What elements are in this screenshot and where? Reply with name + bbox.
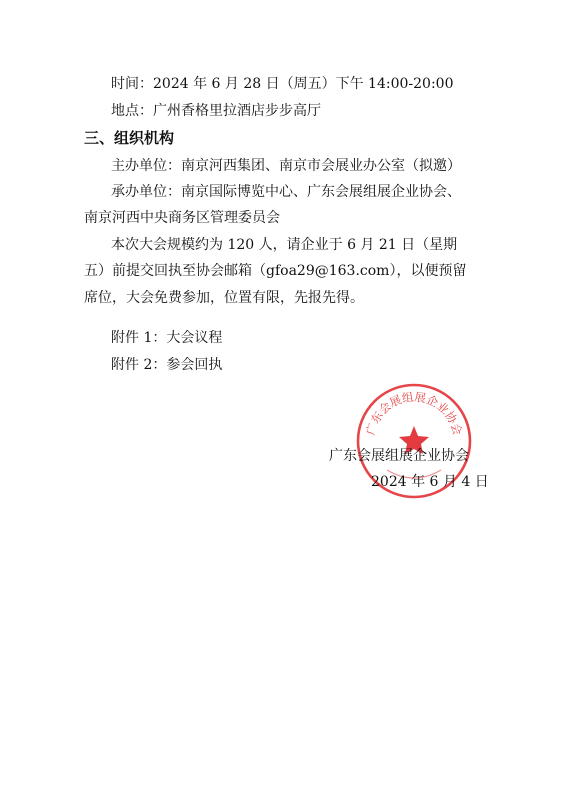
signature-organization: 广东会展组展企业协会 (329, 448, 469, 464)
attachment-1: 附件 1：大会议程 (111, 330, 223, 346)
section-heading-organization: 三、组织机构 (84, 129, 175, 147)
host-line: 主办单位：南京河西集团、南京市会展业办公室（拟邀） (111, 158, 461, 174)
signature-date: 2024 年 6 月 4 日 (371, 474, 489, 490)
place-line: 地点：广州香格里拉酒店步步高厅 (111, 103, 321, 119)
seal-text: 广东会展组展企业协会 (363, 389, 465, 437)
scale-line-2: 五）前提交回执至协会邮箱（gfoa29@163.com），以便预留 (84, 263, 467, 279)
scale-line-3: 席位，大会免费参加，位置有限，先报先得。 (84, 290, 364, 306)
co-organizer-line-1: 承办单位：南京国际博览中心、广东会展组展企业协会、 (111, 184, 461, 200)
time-line: 时间：2024 年 6 月 28 日（周五）下午 14:00-20:00 (111, 76, 454, 92)
co-organizer-line-2: 南京河西中央商务区管理委员会 (84, 210, 280, 226)
attachment-2: 附件 2：参会回执 (111, 357, 223, 373)
scale-line-1: 本次大会规模约为 120 人，请企业于 6 月 21 日（星期 (111, 237, 458, 253)
